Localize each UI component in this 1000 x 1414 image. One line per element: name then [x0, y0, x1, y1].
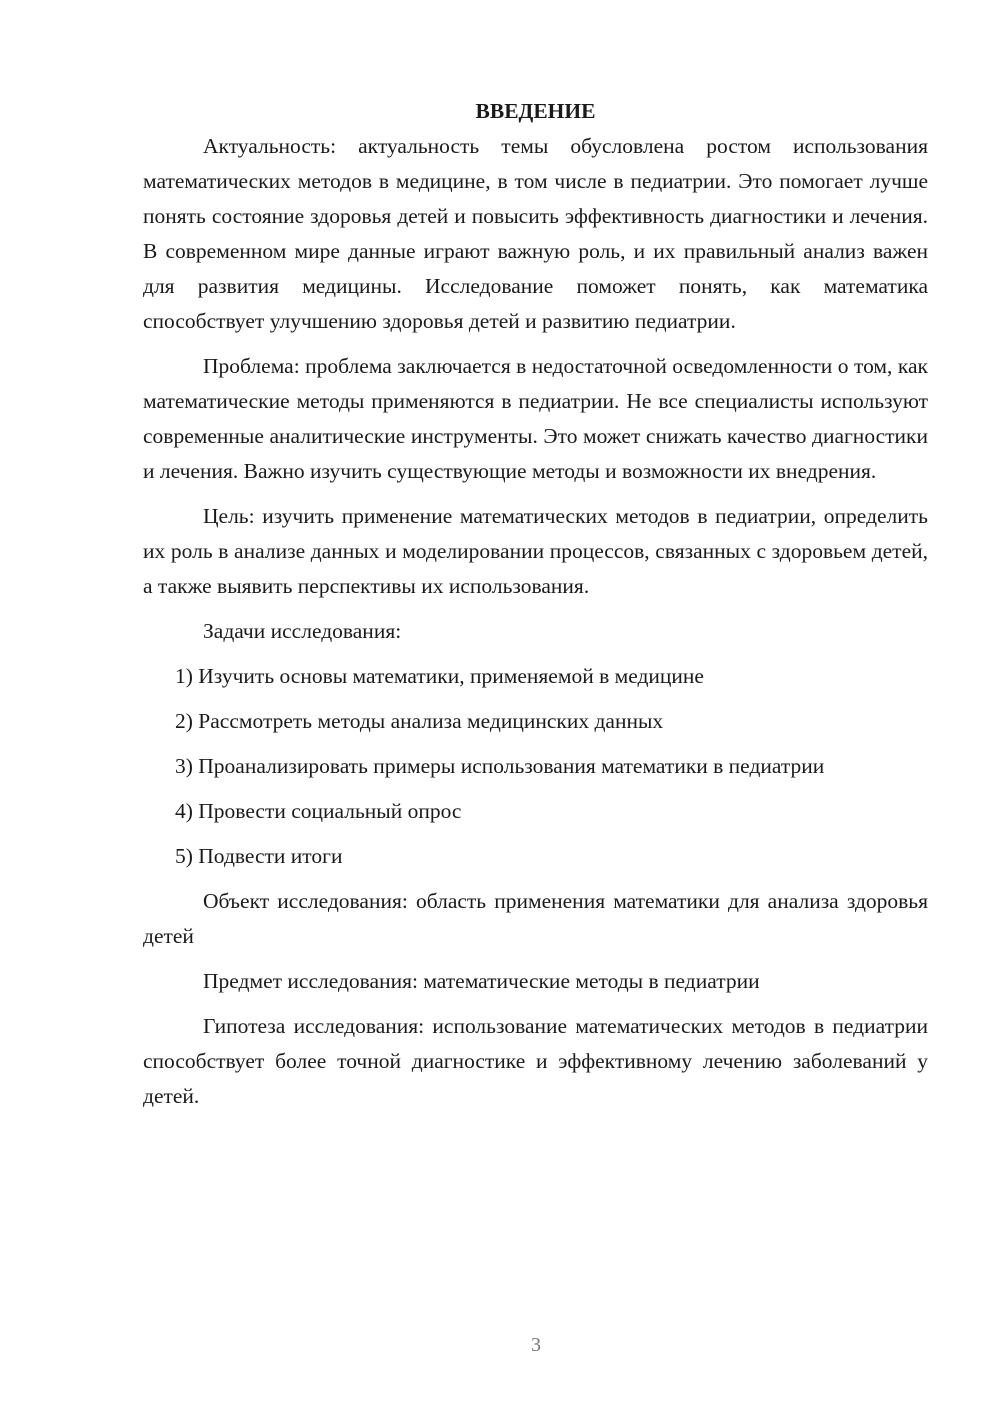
page-number: 3: [531, 1334, 541, 1356]
hypothesis-paragraph: Гипотеза исследования: использование математических методов в педиатрии способствует более точной диагностике и эффективному лечению заболеваний у детей.: [143, 1014, 928, 1108]
goal-paragraph: Цель: изучить применение математических методов в педиатрии, определить их роль в анализе данных и моделировании процессов, связанных с здоровьем детей, а также выявить перспективы их использования.: [143, 504, 928, 598]
task-item: 3) Проанализировать примеры использования математики в педиатрии: [175, 754, 825, 778]
tasks-heading: Задачи исследования:: [203, 619, 402, 643]
subject-paragraph: Предмет исследования: математические методы в педиатрии: [203, 969, 760, 993]
task-item: 1) Изучить основы математики, применяемой в медицине: [175, 664, 704, 688]
page-content: [143, 94, 928, 1114]
object-paragraph: Объект исследования: область применения математики для анализа здоровья детей: [143, 889, 928, 948]
task-item: 4) Провести социальный опрос: [175, 799, 462, 823]
problem-paragraph: Проблема: проблема заключается в недостаточной осведомленности о том, как математические методы применяются в педиатрии. Не все специалисты используют современные аналитические инструменты. Это может снижать качество диагностики и лечения. Важно изучить существующие методы и возможности их внедрения.: [143, 354, 928, 483]
section-title: ВВЕДЕНИЕ: [475, 99, 596, 123]
task-item: 5) Подвести итоги: [175, 844, 343, 868]
task-item: 2) Рассмотреть методы анализа медицинских данных: [175, 709, 664, 733]
relevance-paragraph: Актуальность: актуальность темы обусловлена ростом использования математических методов в медицине, в том числе в педиатрии. Это помогает лучше понять состояние здоровья детей и повысить эффективность диагностики и лечения. В современном мире данные играют важную роль, и их правильный анализ важен для развития медицины. Исследование поможет понять, как математика способствует улучшению здоровья детей и развитию педиатрии.: [143, 134, 928, 333]
